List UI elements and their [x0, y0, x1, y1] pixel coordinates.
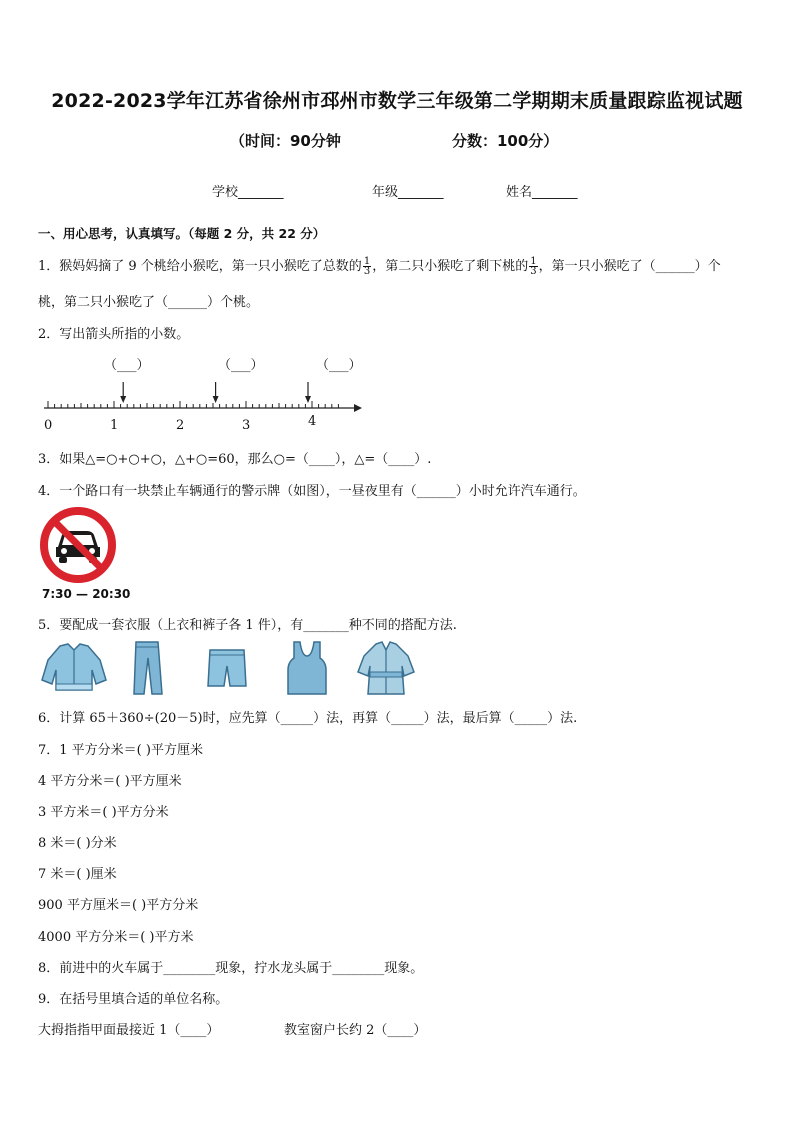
name-field[interactable]: 姓名_______ — [506, 185, 578, 200]
exam-time: （时间：90分钟 — [230, 132, 341, 150]
q1-text-c: ，第一只小猴吃了（______）个 — [538, 259, 721, 274]
answer-blank[interactable]: （___） — [316, 358, 362, 373]
axis-label: 4 — [308, 414, 317, 429]
question-7-item: 7．1 平方分米＝( )平方厘米 — [38, 743, 203, 758]
answer-blank[interactable]: （___） — [104, 358, 150, 373]
sign-time-label: 7:30 — 20:30 — [42, 587, 131, 601]
question-9-right: 教室窗户长约 2（____） — [284, 1023, 427, 1038]
jacket-icon — [38, 640, 110, 696]
question-4: 4．一个路口有一块禁止车辆通行的警示牌（如图），一昼夜里有（______）小时允许汽车通行。 — [38, 484, 586, 499]
question-1-line2: 桃，第二只小猴吃了（______）个桃。 — [38, 295, 260, 310]
page-title: 2022-2023学年江苏省徐州市邳州市数学三年级第二学期期末质量跟踪监视试题 — [51, 90, 743, 112]
q1-text-a: 1．猴妈妈摘了 9 个桃给小猴吃，第一只小猴吃了总数的 — [38, 259, 362, 274]
number-line — [38, 378, 368, 436]
axis-label: 2 — [176, 418, 185, 433]
question-9: 9．在括号里填合适的单位名称。 — [38, 992, 229, 1007]
axis-arrow-icon — [354, 404, 362, 412]
answer-blank[interactable]: （___） — [218, 358, 264, 373]
arrow-down-icon — [213, 382, 219, 403]
question-1 — [38, 255, 721, 276]
section-heading: 一、用心思考，认真填写。（每题 2 分，共 22 分） — [38, 226, 326, 241]
question-8: 8．前进中的火车属于________现象，拧水龙头属于________现象。 — [38, 961, 424, 976]
question-7-item: 4000 平方分米＝( )平方米 — [38, 930, 194, 945]
question-9-left: 大拇指指甲面最接近 1（____） — [38, 1023, 220, 1038]
question-3: 3．如果△=○+○+○，△+○=60，那么○=（____），△=（____）. — [38, 452, 432, 467]
coat-icon — [356, 640, 416, 696]
axis-label: 0 — [44, 418, 53, 433]
pants-icon — [124, 640, 170, 696]
arrow-down-icon — [305, 382, 311, 403]
no-vehicle-sign-icon — [38, 505, 118, 585]
question-7-item: 4 平方分米＝( )平方厘米 — [38, 774, 182, 789]
school-field[interactable]: 学校_______ — [212, 185, 284, 200]
fraction-one-third: $\frac{1}{3}$ — [363, 256, 371, 277]
fraction-one-third: $\frac{1}{3}$ — [530, 256, 537, 277]
question-7-item: 8 米＝( )分米 — [38, 836, 117, 851]
vest-icon — [284, 640, 330, 696]
question-7-item: 7 米＝( )厘米 — [38, 867, 117, 882]
axis-label: 1 — [110, 418, 119, 433]
exam-score: 分数：100分） — [452, 132, 559, 150]
q1-text-b: ，第二只小猴吃了剩下桃的 — [372, 259, 529, 274]
question-6: 6．计算 65＋360÷(20－5)时，应先算（_____）法，再算（_____）法，最后算（_____）法. — [38, 711, 578, 726]
grade-field[interactable]: 年级_______ — [372, 185, 444, 200]
arrow-down-icon — [120, 382, 126, 403]
question-7-item: 900 平方厘米＝( )平方分米 — [38, 898, 199, 913]
question-7-item: 3 平方米＝( )平方分米 — [38, 805, 169, 820]
axis-label: 3 — [242, 418, 251, 433]
shorts-icon — [204, 640, 250, 690]
question-2: 2．写出箭头所指的小数。 — [38, 327, 190, 342]
question-5: 5．要配成一套衣服（上衣和裤子各 1 件），有_______种不同的搭配方法. — [38, 618, 457, 633]
